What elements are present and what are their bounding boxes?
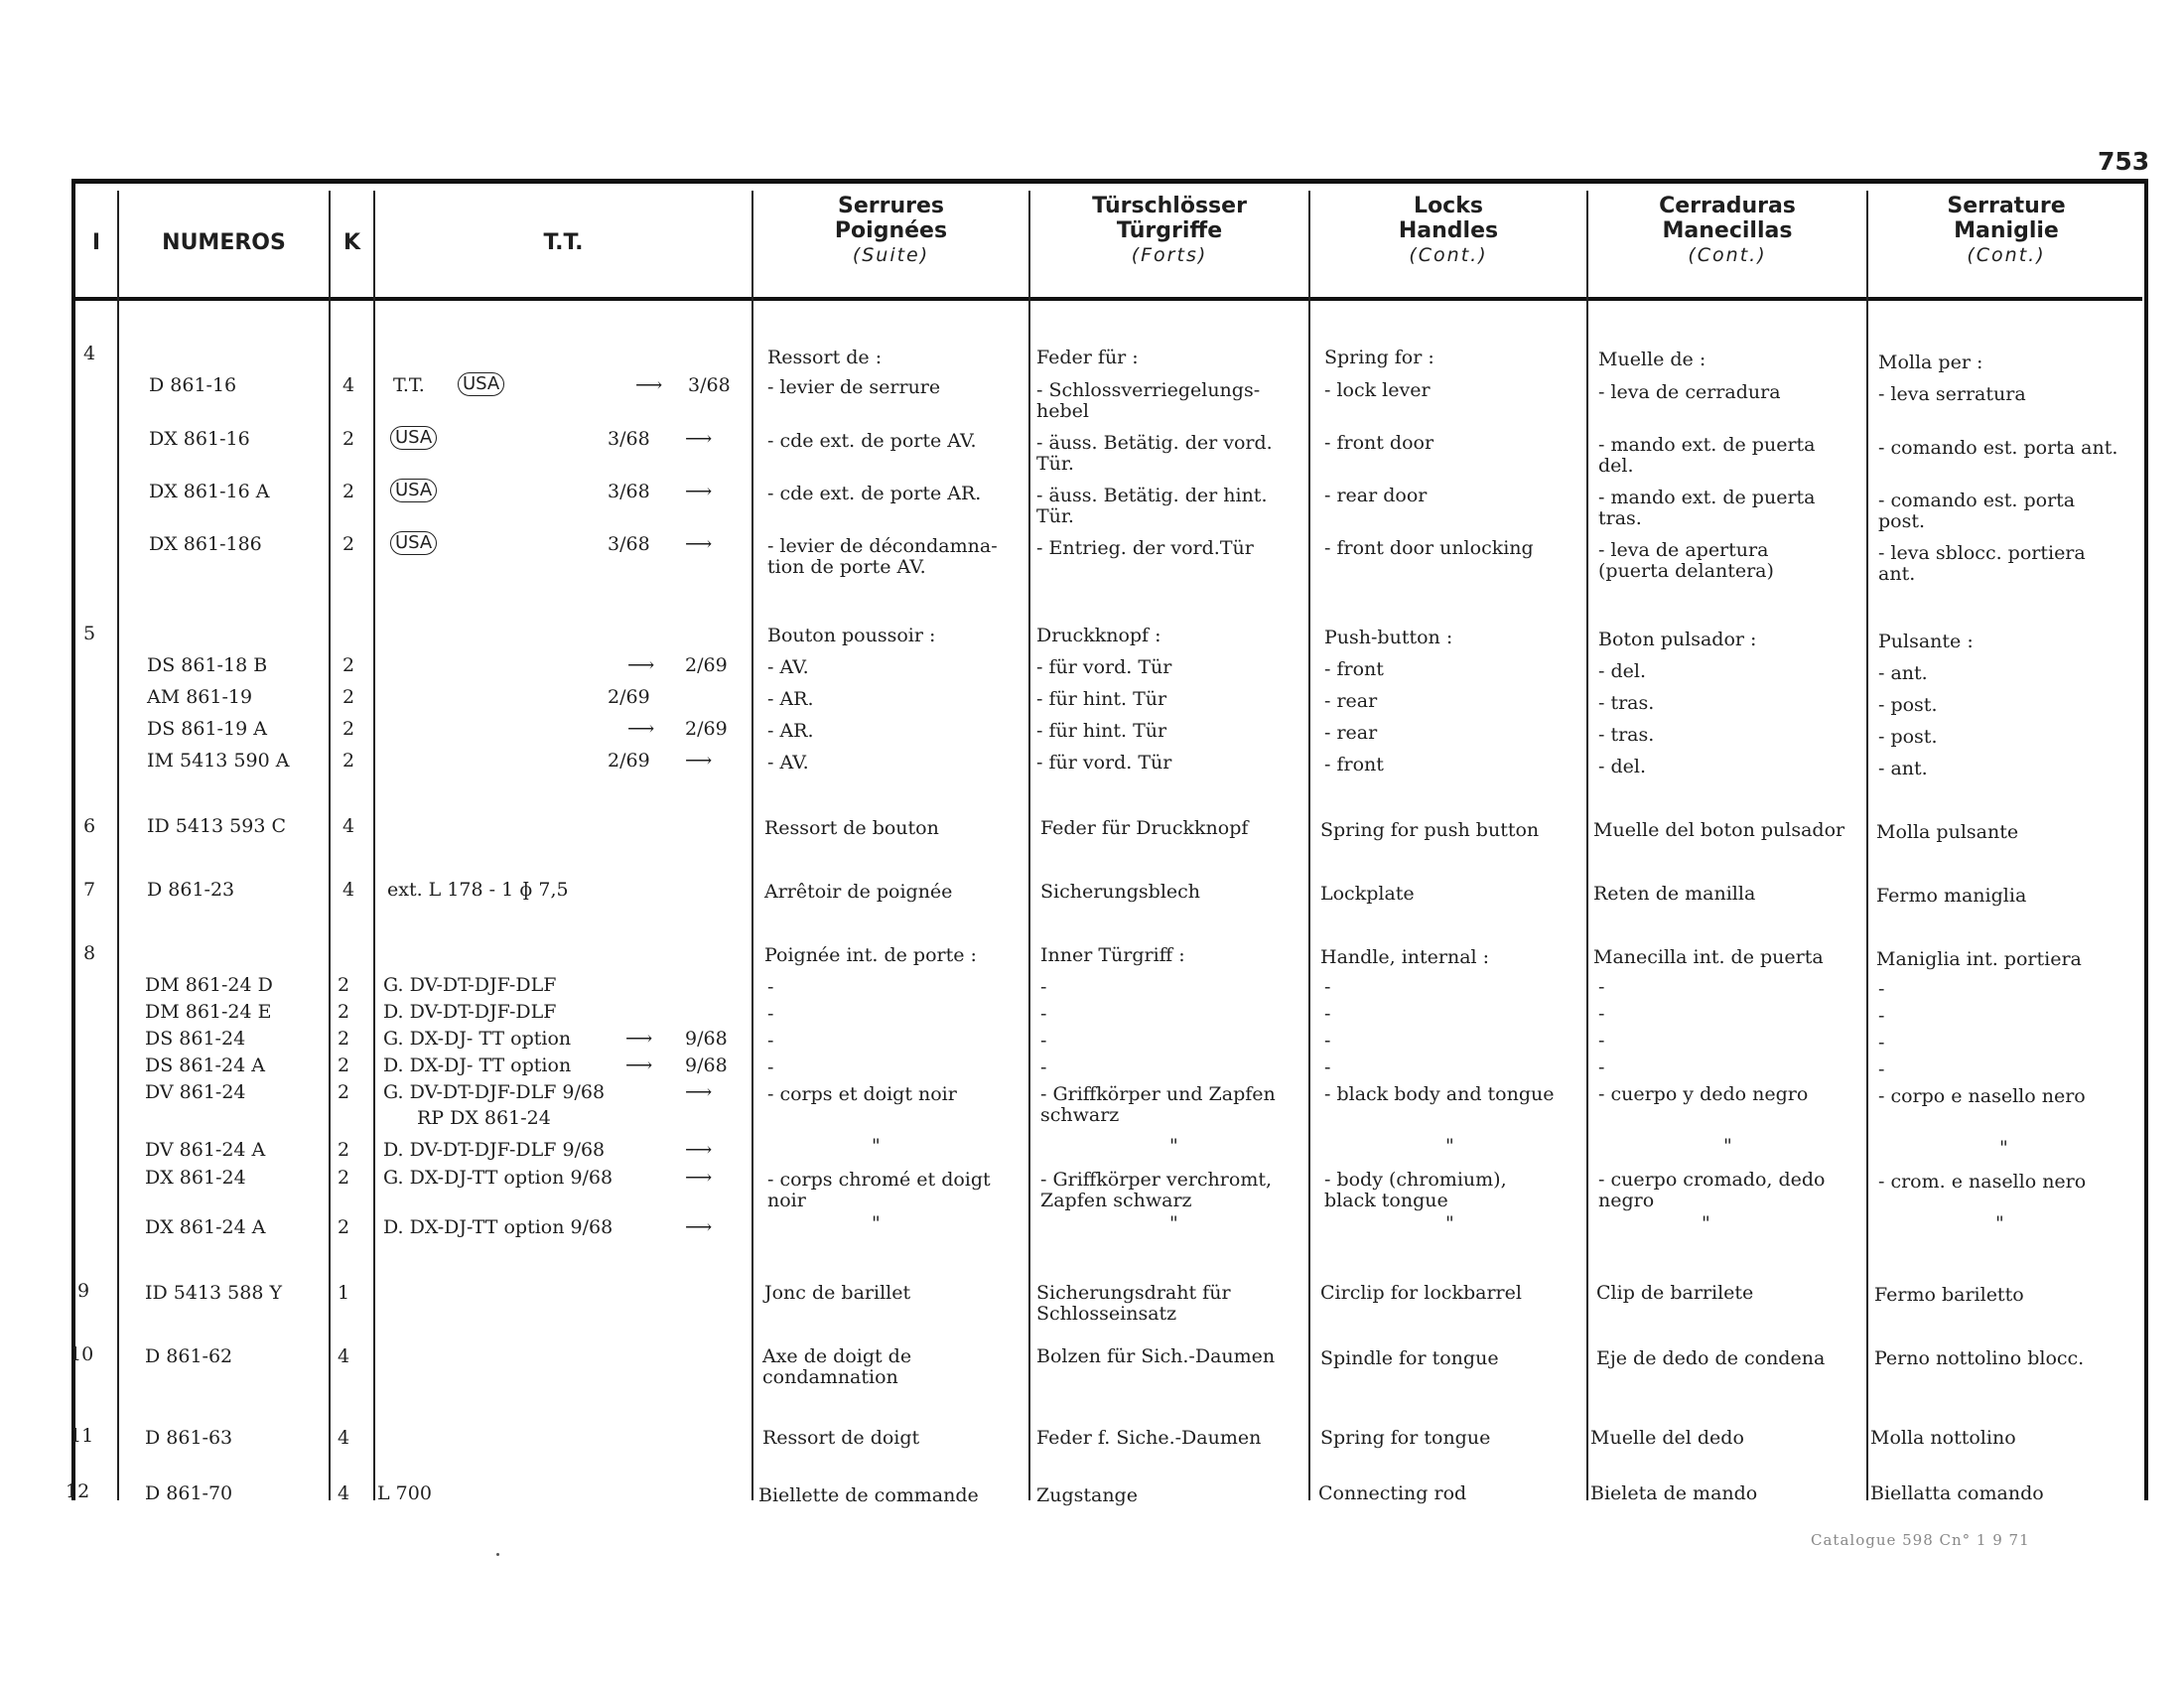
page-number: 753 — [2098, 147, 2150, 176]
usa-badge: USA — [458, 372, 504, 396]
desc-es: - cuerpo y dedo negro — [1598, 1083, 1809, 1105]
desc-it: - crom. e nasello nero — [1878, 1171, 2087, 1193]
desc-es: - — [1598, 976, 1605, 998]
ditto-mark: " — [1445, 1135, 1454, 1157]
desc-es: - mando ext. de puerta del. — [1598, 434, 1816, 477]
desc-de: - — [1040, 976, 1047, 998]
desc-it: - leva serratura — [1878, 383, 2026, 405]
desc-en: Connecting rod — [1318, 1482, 1467, 1504]
desc-de: - Entrieg. der vord.Tür — [1036, 537, 1254, 559]
tt-text: D. DX-DJ-TT option 9/68 — [383, 1216, 614, 1238]
header-tt: T.T. — [543, 230, 584, 255]
desc-en: - rear — [1324, 690, 1378, 712]
part-number: AM 861-19 — [147, 686, 253, 708]
desc-de: - — [1040, 1056, 1047, 1078]
part-number: D 861-62 — [145, 1345, 233, 1367]
speck — [496, 1553, 499, 1556]
arrow-icon: ⟶ — [685, 481, 713, 502]
quantity: 2 — [338, 974, 350, 996]
desc-de: - Griffkörper verchromt, Zapfen schwarz — [1040, 1169, 1273, 1211]
quantity: 2 — [338, 1001, 350, 1023]
desc-fr: Axe de doigt de condamnation — [762, 1345, 912, 1388]
desc-en: - body (chromium), black tongue — [1324, 1169, 1507, 1211]
ditto-mark: " — [1169, 1135, 1178, 1157]
desc-fr: - cde ext. de porte AV. — [767, 430, 977, 452]
ditto-mark: " — [1723, 1135, 1732, 1157]
header-spanish: Cerraduras Manecillas (Cont.) — [1659, 194, 1796, 266]
row-index: 8 — [83, 942, 96, 964]
part-number: D 861-16 — [149, 374, 237, 396]
desc-fr: - corps chromé et doigt noir — [767, 1169, 991, 1211]
column-divider — [1308, 191, 1310, 1500]
arrow-icon: ⟶ — [635, 374, 663, 396]
quantity: 2 — [342, 718, 355, 740]
desc-it: - post. — [1878, 694, 1938, 716]
desc-de: Sicherungsdraht für Schlosseinsatz — [1036, 1282, 1231, 1325]
usa-badge: USA — [390, 426, 437, 450]
column-divider — [1028, 191, 1030, 1500]
part-number: DS 861-24 A — [145, 1055, 265, 1076]
desc-fr: Ressort de : — [767, 347, 883, 368]
desc-es: - leva de cerradura — [1598, 381, 1781, 403]
desc-de: - für hint. Tür — [1036, 720, 1167, 742]
tt-text: G. DX-DJ-TT option 9/68 — [383, 1167, 614, 1189]
desc-fr: Ressort de bouton — [764, 817, 939, 839]
date: 3/68 — [608, 481, 650, 502]
desc-en: - front door unlocking — [1324, 537, 1534, 559]
desc-fr: Poignée int. de porte : — [764, 944, 977, 966]
quantity: 2 — [342, 750, 355, 772]
ditto-mark: " — [1995, 1212, 2004, 1234]
desc-en: - — [1324, 1003, 1331, 1025]
arrow-icon: ⟶ — [685, 1216, 713, 1238]
desc-es: Reten de manilla — [1593, 883, 1756, 905]
desc-fr: - — [767, 976, 774, 998]
ditto-mark: " — [1702, 1212, 1710, 1234]
desc-fr: Jonc de barillet — [764, 1282, 911, 1304]
header-italian: Serrature Maniglie (Cont.) — [1947, 194, 2066, 266]
desc-es: Clip de barrilete — [1596, 1282, 1754, 1304]
part-number: DS 861-18 B — [147, 654, 268, 676]
desc-de: - für hint. Tür — [1036, 688, 1167, 710]
header-numeros: NUMEROS — [162, 230, 286, 255]
desc-es: - — [1598, 1030, 1605, 1052]
desc-de: Feder f. Siche.-Daumen — [1036, 1427, 1262, 1449]
tt-text: D. DV-DT-DJF-DLF — [383, 1001, 557, 1023]
desc-es: - cuerpo cromado, dedo negro — [1598, 1169, 1826, 1211]
tt-text: G. DV-DT-DJF-DLF 9/68 — [383, 1081, 606, 1103]
desc-es: Muelle del dedo — [1590, 1427, 1744, 1449]
desc-de: Bolzen für Sich.-Daumen — [1036, 1345, 1276, 1367]
quantity: 1 — [338, 1282, 350, 1304]
desc-en: Spring for : — [1324, 347, 1434, 368]
desc-en: - front — [1324, 658, 1384, 680]
desc-en: - — [1324, 1056, 1331, 1078]
desc-de: - — [1040, 1003, 1047, 1025]
desc-de: Druckknopf : — [1036, 625, 1161, 646]
header-german: Türschlösser Türgriffe (Forts) — [1092, 194, 1247, 266]
part-number: DS 861-19 A — [147, 718, 267, 740]
desc-es: - del. — [1598, 660, 1646, 682]
date: 2/69 — [608, 686, 650, 708]
column-divider — [117, 191, 119, 1500]
desc-es: Boton pulsador : — [1598, 629, 1757, 650]
desc-it: Pulsante : — [1878, 631, 1974, 652]
tt-text: D. DV-DT-DJF-DLF 9/68 — [383, 1139, 606, 1161]
date: 3/68 — [688, 374, 731, 396]
date: 9/68 — [685, 1055, 728, 1076]
desc-de: Feder für : — [1036, 347, 1139, 368]
part-number: DM 861-24 E — [145, 1001, 272, 1023]
desc-it: - ant. — [1878, 662, 1928, 684]
arrow-icon: ⟶ — [627, 654, 655, 676]
row-index: 7 — [83, 879, 96, 901]
desc-it: Biellatta comando — [1870, 1482, 2044, 1504]
table-left-rule — [71, 179, 75, 1500]
catalogue-footer: Catalogue 598 Cn° 1 9 71 — [1811, 1531, 2030, 1549]
desc-es: - tras. — [1598, 724, 1655, 746]
header-french: Serrures Poignées (Suite) — [834, 194, 948, 266]
desc-it: - corpo e nasello nero — [1878, 1085, 2086, 1107]
quantity: 4 — [338, 1482, 350, 1504]
desc-fr: Arrêtoir de poignée — [764, 881, 953, 903]
quantity: 2 — [338, 1081, 350, 1103]
quantity: 2 — [338, 1139, 350, 1161]
part-number: IM 5413 590 A — [147, 750, 290, 772]
quantity: 2 — [338, 1028, 350, 1050]
desc-de: Inner Türgriff : — [1040, 944, 1185, 966]
desc-en: Spring for push button — [1320, 819, 1540, 841]
desc-de: Zugstange — [1036, 1484, 1138, 1506]
tt-text: G. DX-DJ- TT option — [383, 1028, 572, 1050]
row-index: 6 — [83, 815, 96, 837]
ditto-mark: " — [872, 1212, 881, 1234]
usa-badge: USA — [390, 479, 437, 502]
desc-it: Fermo bariletto — [1874, 1284, 2024, 1306]
desc-it: - post. — [1878, 726, 1938, 748]
desc-es: - del. — [1598, 756, 1646, 777]
quantity: 4 — [338, 1427, 350, 1449]
quantity: 2 — [342, 428, 355, 450]
row-index: 11 — [69, 1425, 94, 1447]
desc-en: Spindle for tongue — [1320, 1347, 1499, 1369]
desc-en: Push-button : — [1324, 627, 1453, 648]
column-divider — [373, 191, 375, 1500]
header-i: I — [91, 230, 101, 255]
desc-fr: - AR. — [767, 688, 814, 710]
arrow-icon: ⟶ — [625, 1055, 653, 1076]
column-divider — [1866, 191, 1868, 1500]
row-index: 5 — [83, 623, 96, 644]
date: 3/68 — [608, 428, 650, 450]
desc-it: - — [1878, 1005, 1885, 1027]
header-english: Locks Handles (Cont.) — [1398, 194, 1499, 266]
quantity: 2 — [342, 654, 355, 676]
part-number: DX 861-24 A — [145, 1216, 266, 1238]
desc-it: Molla per : — [1878, 352, 1983, 373]
date: 2/69 — [608, 750, 650, 772]
desc-es: - mando ext. de puerta tras. — [1598, 487, 1816, 529]
row-index: 4 — [83, 343, 96, 364]
tt-replacement: RP DX 861-24 — [417, 1107, 551, 1129]
desc-fr: Bouton poussoir : — [767, 625, 936, 646]
desc-es: - leva de apertura (puerta delantera) — [1598, 539, 1774, 582]
desc-de: - Schlossverriegelungs-hebel — [1036, 379, 1261, 422]
desc-it: - — [1878, 1032, 1885, 1054]
quantity: 4 — [342, 815, 355, 837]
desc-it: - comando est. porta post. — [1878, 490, 2076, 532]
quantity: 2 — [342, 481, 355, 502]
quantity: 2 — [342, 686, 355, 708]
part-number: DS 861-24 — [145, 1028, 246, 1050]
arrow-icon: ⟶ — [685, 1139, 713, 1161]
desc-es: Manecilla int. de puerta — [1593, 946, 1824, 968]
desc-en: - front door — [1324, 432, 1434, 454]
arrow-icon: ⟶ — [685, 428, 713, 450]
tt-text: G. DV-DT-DJF-DLF — [383, 974, 557, 996]
row-index: 12 — [66, 1480, 90, 1502]
part-number: DX 861-186 — [149, 533, 262, 555]
desc-en: Handle, internal : — [1320, 946, 1490, 968]
desc-fr: - AR. — [767, 720, 814, 742]
desc-en: Spring for tongue — [1320, 1427, 1491, 1449]
desc-en: - front — [1324, 754, 1384, 775]
desc-fr: - levier de décondamna-tion de porte AV. — [767, 535, 998, 578]
part-number: ID 5413 588 Y — [145, 1282, 283, 1304]
arrow-icon: ⟶ — [685, 1167, 713, 1189]
desc-en: - lock lever — [1324, 379, 1431, 401]
desc-de: Feder für Druckknopf — [1040, 817, 1249, 839]
desc-es: - tras. — [1598, 692, 1655, 714]
quantity: 4 — [342, 374, 355, 396]
quantity: 2 — [342, 533, 355, 555]
desc-it: - leva sblocc. portiera ant. — [1878, 542, 2086, 585]
desc-de: Sicherungsblech — [1040, 881, 1201, 903]
ditto-mark: " — [1999, 1137, 2008, 1159]
arrow-icon: ⟶ — [685, 533, 713, 555]
desc-de: - Griffkörper und Zapfen schwarz — [1040, 1083, 1276, 1126]
tt-text: L 700 — [377, 1482, 432, 1504]
desc-de: - für vord. Tür — [1036, 656, 1172, 678]
part-number: D 861-63 — [145, 1427, 233, 1449]
part-number: DV 861-24 — [145, 1081, 246, 1103]
arrow-icon: ⟶ — [685, 1081, 713, 1103]
desc-es: Bieleta de mando — [1590, 1482, 1758, 1504]
desc-fr: - cde ext. de porte AR. — [767, 483, 982, 504]
desc-fr: Ressort de doigt — [762, 1427, 920, 1449]
column-divider — [1586, 191, 1588, 1500]
desc-es: Muelle del boton pulsador — [1593, 819, 1845, 841]
desc-it: - ant. — [1878, 758, 1928, 779]
quantity: 2 — [338, 1216, 350, 1238]
desc-es: - — [1598, 1056, 1605, 1078]
row-index: 10 — [69, 1343, 94, 1365]
desc-es: - — [1598, 1003, 1605, 1025]
header-bottom-rule — [71, 297, 2142, 301]
desc-de: - äuss. Betätig. der vord. Tür. — [1036, 432, 1273, 475]
date: 2/69 — [685, 654, 728, 676]
desc-en: - rear door — [1324, 485, 1428, 506]
arrow-icon: ⟶ — [625, 1028, 653, 1050]
desc-de: - für vord. Tür — [1036, 752, 1172, 774]
table-top-rule — [71, 179, 2148, 184]
tt-text: D. DX-DJ- TT option — [383, 1055, 572, 1076]
part-number: DM 861-24 D — [145, 974, 273, 996]
desc-en: Lockplate — [1320, 883, 1415, 905]
ditto-mark: " — [1445, 1212, 1454, 1234]
desc-es: Eje de dedo de condena — [1596, 1347, 1826, 1369]
part-number: DV 861-24 A — [145, 1139, 266, 1161]
desc-fr: - — [767, 1003, 774, 1025]
desc-it: Maniglia int. portiera — [1876, 948, 2082, 970]
quantity: 2 — [338, 1167, 350, 1189]
arrow-icon: ⟶ — [685, 750, 713, 772]
desc-en: - — [1324, 976, 1331, 998]
desc-en: Circlip for lockbarrel — [1320, 1282, 1522, 1304]
desc-fr: - AV. — [767, 656, 809, 678]
ditto-mark: " — [1169, 1212, 1178, 1234]
desc-fr: Biellette de commande — [758, 1484, 979, 1506]
part-number: DX 861-16 A — [149, 481, 270, 502]
desc-it: Perno nottolino blocc. — [1874, 1347, 2085, 1369]
desc-fr: - corps et doigt noir — [767, 1083, 957, 1105]
desc-it: Molla pulsante — [1876, 821, 2019, 843]
column-divider — [329, 191, 331, 1500]
quantity: 2 — [338, 1055, 350, 1076]
ditto-mark: " — [872, 1135, 881, 1157]
desc-it: Molla nottolino — [1870, 1427, 2016, 1449]
tt-text: T.T. — [393, 374, 425, 396]
part-number: D 861-23 — [147, 879, 235, 901]
desc-en: - rear — [1324, 722, 1378, 744]
desc-it: - — [1878, 978, 1885, 1000]
row-index: 9 — [77, 1280, 90, 1302]
arrow-icon: ⟶ — [627, 718, 655, 740]
tt-text: ext. L 178 - 1 ɸ 7,5 — [387, 879, 569, 901]
desc-it: Fermo maniglia — [1876, 885, 2027, 907]
usa-badge: USA — [390, 531, 437, 555]
column-divider — [751, 191, 753, 1500]
desc-it: - comando est. porta ant. — [1878, 437, 2118, 459]
desc-fr: - — [767, 1030, 774, 1052]
part-number: DX 861-24 — [145, 1167, 246, 1189]
desc-de: - — [1040, 1030, 1047, 1052]
desc-fr: - levier de serrure — [767, 376, 941, 398]
header-k: K — [342, 230, 361, 255]
desc-en: - black body and tongue — [1324, 1083, 1555, 1105]
desc-de: - äuss. Betätig. der hint. Tür. — [1036, 485, 1268, 527]
date: 9/68 — [685, 1028, 728, 1050]
desc-it: - — [1878, 1058, 1885, 1080]
quantity: 4 — [338, 1345, 350, 1367]
date: 3/68 — [608, 533, 650, 555]
part-number: DX 861-16 — [149, 428, 250, 450]
desc-es: Muelle de : — [1598, 349, 1706, 370]
date: 2/69 — [685, 718, 728, 740]
desc-en: - — [1324, 1030, 1331, 1052]
desc-fr: - AV. — [767, 752, 809, 774]
part-number: D 861-70 — [145, 1482, 233, 1504]
part-number: ID 5413 593 C — [147, 815, 287, 837]
table-right-rule — [2144, 179, 2148, 1500]
desc-fr: - — [767, 1056, 774, 1078]
quantity: 4 — [342, 879, 355, 901]
